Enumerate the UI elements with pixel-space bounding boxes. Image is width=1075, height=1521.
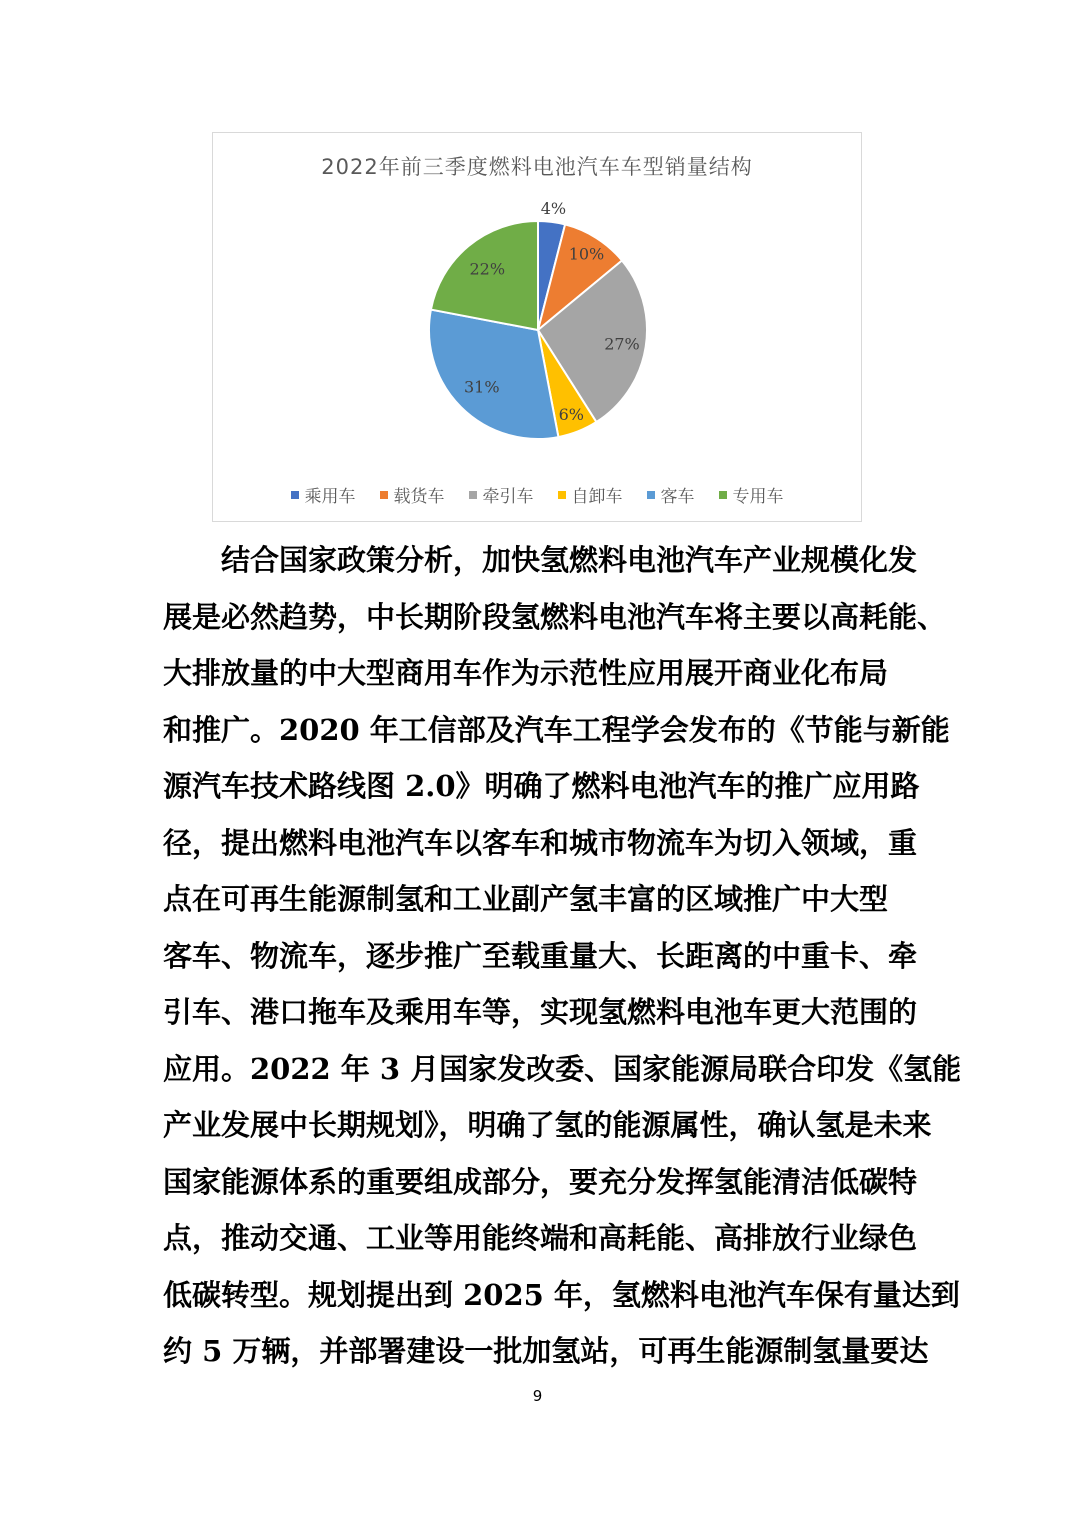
text-line: 客车、物流车，逐步推广至载重量大、长距离的中重卡、牵 — [163, 938, 918, 973]
legend-label: 乘用车 — [304, 487, 356, 507]
pie-data-label-5: 31% — [463, 377, 500, 397]
legend-item-5 — [647, 482, 695, 507]
legend-swatch — [719, 491, 727, 499]
legend-item-1 — [291, 482, 356, 507]
pie-data-label-4: 6% — [558, 405, 584, 425]
chart-title: 2022年前三季度燃料电池汽车车型销量结构 — [321, 155, 753, 179]
pie-data-label-1: 4% — [540, 198, 567, 218]
pie-data-label-3: 27% — [604, 334, 640, 354]
pie-data-label-6: 22% — [469, 259, 506, 279]
legend-label: 客车 — [660, 487, 695, 507]
text-line: 国家能源体系的重要组成部分，要充分发挥氢能清洁低碳特 — [163, 1164, 918, 1199]
legend-swatch — [558, 491, 566, 499]
legend-swatch — [647, 491, 655, 499]
legend-swatch — [291, 491, 299, 499]
legend-label: 牵引车 — [482, 487, 534, 507]
legend-label: 载货车 — [393, 487, 445, 507]
text-line: 大排放量的中大型商用车作为示范性应用展开商业化布局 — [163, 656, 889, 690]
legend-item-3 — [469, 482, 534, 507]
text-line: 结合国家政策分析，加快氢燃料电池汽车产业规模化发 — [221, 543, 918, 577]
text-line: 约 5 万辆，并部署建设一批加氢站，可再生能源制氢量要达 — [163, 1334, 929, 1368]
page-number: 9 — [532, 1387, 543, 1405]
legend-item-2 — [380, 482, 445, 507]
legend-label: 专用车 — [732, 487, 784, 507]
legend-item-6 — [719, 482, 784, 507]
text-line: 和推广。2020 年工信部及汽车工程学会发布的《节能与新能 — [163, 712, 950, 747]
legend-label: 自卸车 — [571, 487, 623, 507]
text-line: 源汽车技术路线图 2.0》明确了燃料电池汽车的推广应用路 — [163, 769, 920, 803]
text-line: 点，推动交通、工业等用能终端和高耗能、高排放行业绿色 — [163, 1221, 918, 1255]
body-paragraph — [163, 532, 962, 1380]
legend-item-4 — [558, 482, 623, 507]
legend-swatch — [380, 491, 388, 499]
text-line: 径，提出燃料电池汽车以客车和城市物流车为切入领域，重 — [163, 825, 918, 860]
text-line: 点在可再生能源制氢和工业副产氢丰富的区域推广中大型 — [163, 882, 889, 916]
text-line: 应用。2022 年 3 月国家发改委、国家能源局联合印发《氢能 — [163, 1051, 962, 1086]
pie-chart — [212, 132, 862, 522]
pie-data-label-2: 10% — [568, 244, 605, 264]
chart-legend — [213, 482, 861, 507]
text-line: 展是必然趋势，中长期阶段氢燃料电池汽车将主要以高耗能、 — [163, 599, 947, 634]
text-line: 引车、港口拖车及乘用车等，实现氢燃料电池车更大范围的 — [163, 995, 918, 1029]
text-line: 低碳转型。规划提出到 2025 年，氢燃料电池汽车保有量达到 — [163, 1277, 960, 1312]
text-line: 产业发展中长期规划》，明确了氢的能源属性，确认氢是未来 — [163, 1108, 932, 1142]
pie-chart-canvas — [213, 133, 863, 523]
legend-swatch — [469, 491, 477, 499]
